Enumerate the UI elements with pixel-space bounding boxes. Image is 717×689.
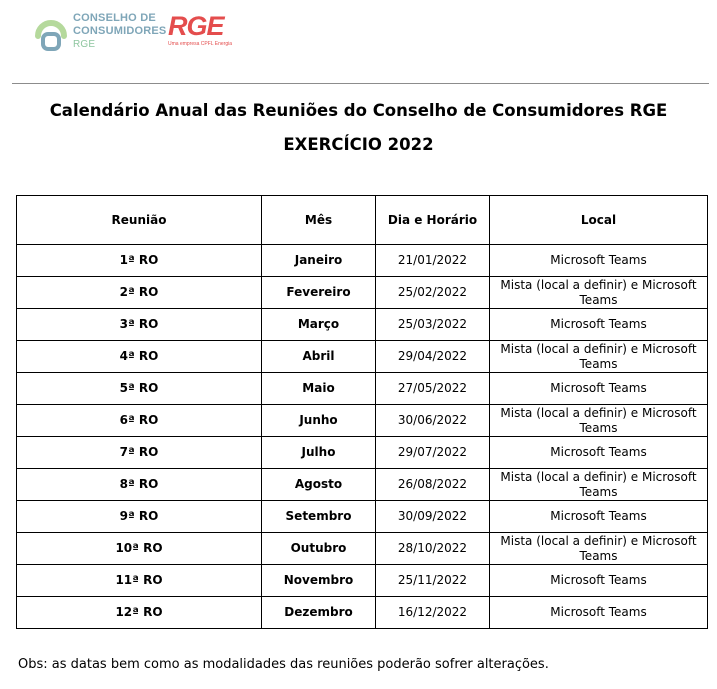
table-row bbox=[17, 405, 708, 437]
page-subtitle: EXERCÍCIO 2022 bbox=[283, 135, 434, 154]
cell-local: Microsoft Teams bbox=[490, 309, 708, 341]
cell-reuniao: 1ª RO bbox=[17, 245, 262, 277]
cell-local: Mista (local a definir) e Microsoft Teams bbox=[490, 405, 708, 437]
cell-dia: 27/05/2022 bbox=[376, 373, 490, 405]
conselho-logo bbox=[32, 12, 167, 52]
table-row bbox=[17, 501, 708, 533]
cell-reuniao: 10ª RO bbox=[17, 533, 262, 565]
cell-reuniao: 12ª RO bbox=[17, 597, 262, 629]
cell-local: Microsoft Teams bbox=[490, 597, 708, 629]
cell-reuniao: 9ª RO bbox=[17, 501, 262, 533]
cell-reuniao: 3ª RO bbox=[17, 309, 262, 341]
header-reuniao: Reunião bbox=[17, 196, 262, 245]
cell-reuniao: 6ª RO bbox=[17, 405, 262, 437]
cell-local: Mista (local a definir) e Microsoft Teams bbox=[490, 469, 708, 501]
cell-mes: Abril bbox=[262, 341, 376, 373]
cell-dia: 25/11/2022 bbox=[376, 565, 490, 597]
cell-dia: 28/10/2022 bbox=[376, 533, 490, 565]
cell-dia: 30/06/2022 bbox=[376, 405, 490, 437]
cell-reuniao: 8ª RO bbox=[17, 469, 262, 501]
rge-wordmark: RGE bbox=[168, 11, 224, 41]
cell-mes: Setembro bbox=[262, 501, 376, 533]
cell-reuniao: 11ª RO bbox=[17, 565, 262, 597]
cell-dia: 26/08/2022 bbox=[376, 469, 490, 501]
cell-reuniao: 2ª RO bbox=[17, 277, 262, 309]
rge-tagline: Uma empresa CPFL Energia bbox=[168, 41, 233, 47]
cell-reuniao: 4ª RO bbox=[17, 341, 262, 373]
table-header-row bbox=[17, 196, 708, 245]
cell-dia: 16/12/2022 bbox=[376, 597, 490, 629]
cell-dia: 25/02/2022 bbox=[376, 277, 490, 309]
cell-dia: 25/03/2022 bbox=[376, 309, 490, 341]
cell-local: Microsoft Teams bbox=[490, 565, 708, 597]
header-dia-horario: Dia e Horário bbox=[376, 196, 490, 245]
cell-mes: Junho bbox=[262, 405, 376, 437]
cell-local: Mista (local a definir) e Microsoft Teams bbox=[490, 277, 708, 309]
cell-mes: Julho bbox=[262, 437, 376, 469]
header-mes: Mês bbox=[262, 196, 376, 245]
table-row bbox=[17, 565, 708, 597]
cell-mes: Fevereiro bbox=[262, 277, 376, 309]
cell-local: Microsoft Teams bbox=[490, 373, 708, 405]
meeting-calendar-table bbox=[16, 195, 708, 629]
cell-dia: 30/09/2022 bbox=[376, 501, 490, 533]
table-row bbox=[17, 277, 708, 309]
cell-mes: Dezembro bbox=[262, 597, 376, 629]
cell-mes: Agosto bbox=[262, 469, 376, 501]
table-row bbox=[17, 373, 708, 405]
cell-reuniao: 5ª RO bbox=[17, 373, 262, 405]
cell-local: Mista (local a definir) e Microsoft Teams bbox=[490, 341, 708, 373]
cell-local: Microsoft Teams bbox=[490, 437, 708, 469]
footnote: Obs: as datas bem como as modalidades das reuniões poderão sofrer alterações. bbox=[18, 657, 549, 672]
page-title: Calendário Anual das Reuniões do Conselho de Consumidores RGE bbox=[49, 101, 668, 120]
cell-local: Microsoft Teams bbox=[490, 501, 708, 533]
rge-logo bbox=[168, 12, 248, 52]
table-row bbox=[17, 437, 708, 469]
cell-local: Mista (local a definir) e Microsoft Teams bbox=[490, 533, 708, 565]
header-divider bbox=[12, 83, 709, 84]
cell-dia: 29/07/2022 bbox=[376, 437, 490, 469]
cell-mes: Março bbox=[262, 309, 376, 341]
table-row bbox=[17, 245, 708, 277]
table-row bbox=[17, 309, 708, 341]
cell-dia: 29/04/2022 bbox=[376, 341, 490, 373]
cell-mes: Janeiro bbox=[262, 245, 376, 277]
cell-mes: Novembro bbox=[262, 565, 376, 597]
cell-mes: Outubro bbox=[262, 533, 376, 565]
cell-reuniao: 7ª RO bbox=[17, 437, 262, 469]
conselho-logo-text: CONSELHO DE CONSUMIDORES RGE bbox=[73, 12, 167, 50]
table-row bbox=[17, 597, 708, 629]
cell-dia: 21/01/2022 bbox=[376, 245, 490, 277]
table-row bbox=[17, 533, 708, 565]
table-row bbox=[17, 469, 708, 501]
header-local: Local bbox=[490, 196, 708, 245]
cell-mes: Maio bbox=[262, 373, 376, 405]
cell-local: Microsoft Teams bbox=[490, 245, 708, 277]
table-row bbox=[17, 341, 708, 373]
consumer-council-icon bbox=[32, 12, 70, 52]
